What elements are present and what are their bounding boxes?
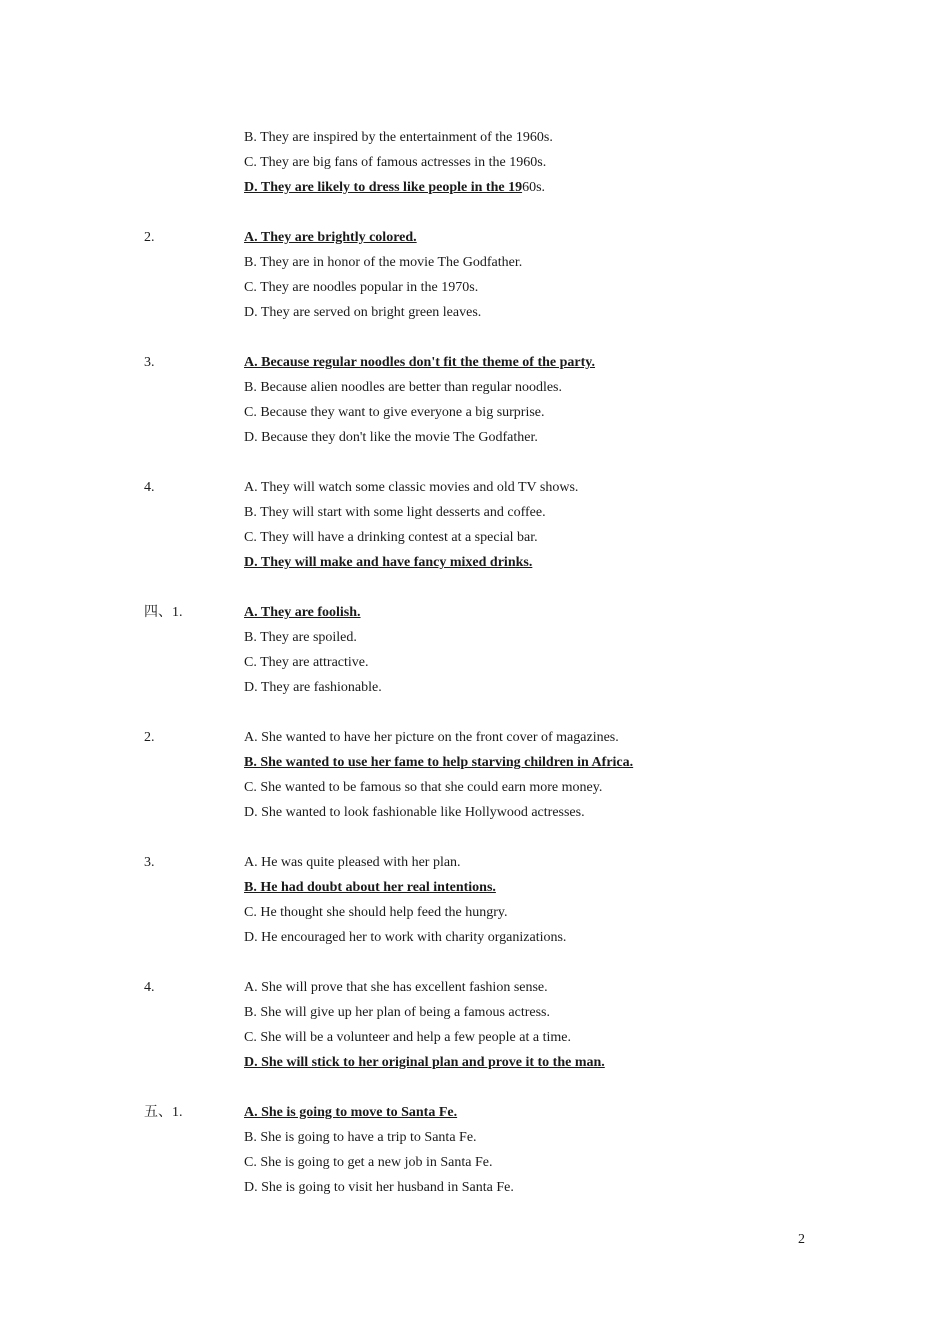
answer-option: C. They are big fans of famous actresses in the 1960s. <box>244 155 547 170</box>
answer-option: D. They are fashionable. <box>244 680 382 695</box>
question-number: 3. <box>144 855 155 870</box>
question-group <box>0 850 950 950</box>
answer-option: B. They will start with some light desserts and coffee. <box>244 505 546 520</box>
question-group <box>0 1100 950 1200</box>
answer-option: A. She will prove that she has excellent fashion sense. <box>244 980 548 995</box>
question-number: 2. <box>144 230 155 245</box>
correct-answer-option: D. They will make and have fancy mixed drinks. <box>244 555 533 570</box>
question-group <box>0 475 950 575</box>
answer-option: C. She is going to get a new job in Santa Fe. <box>244 1155 493 1170</box>
question-number: 四、1. <box>144 605 183 620</box>
answer-option: C. She will be a volunteer and help a few people at a time. <box>244 1030 571 1045</box>
question-group <box>0 975 950 1075</box>
correct-answer-option: D. They are likely to dress like people in the 1960s. <box>244 180 546 195</box>
correct-answer-option: A. Because regular noodles don't fit the theme of the party. <box>244 355 596 370</box>
correct-answer-option: B. He had doubt about her real intentions. <box>244 880 496 895</box>
answer-option: B. She will give up her plan of being a famous actress. <box>244 1005 550 1020</box>
question-group <box>0 350 950 450</box>
question-group <box>0 225 950 325</box>
answer-option: B. Because alien noodles are better than regular noodles. <box>244 380 562 395</box>
correct-answer-option: D. She will stick to her original plan and prove it to the man. <box>244 1055 605 1070</box>
question-number: 4. <box>144 980 155 995</box>
answer-option: C. They are noodles popular in the 1970s. <box>244 280 479 295</box>
answer-option: C. They are attractive. <box>244 655 369 670</box>
correct-answer-option: A. They are foolish. <box>244 605 361 620</box>
page-number: 2 <box>798 1232 805 1247</box>
question-group <box>0 125 950 200</box>
question-number: 3. <box>144 355 155 370</box>
answer-option: C. She wanted to be famous so that she could earn more money. <box>244 780 603 795</box>
question-number: 五、1. <box>144 1105 183 1120</box>
answer-option: B. They are inspired by the entertainment of the 1960s. <box>244 130 553 145</box>
question-group <box>0 600 950 700</box>
correct-answer-option: A. They are brightly colored. <box>244 230 417 245</box>
answer-option: A. She wanted to have her picture on the front cover of magazines. <box>244 730 619 745</box>
answer-option: D. He encouraged her to work with charity organizations. <box>244 930 567 945</box>
correct-answer-option: A. She is going to move to Santa Fe. <box>244 1105 458 1120</box>
question-number: 4. <box>144 480 155 495</box>
answer-option: C. He thought she should help feed the hungry. <box>244 905 508 920</box>
question-number: 2. <box>144 730 155 745</box>
answer-option: D. She is going to visit her husband in Santa Fe. <box>244 1180 514 1195</box>
answer-option: A. They will watch some classic movies and old TV shows. <box>244 480 579 495</box>
answer-option: A. He was quite pleased with her plan. <box>244 855 461 870</box>
correct-answer-option: B. She wanted to use her fame to help starving children in Africa. <box>244 755 634 770</box>
answer-option: B. They are spoiled. <box>244 630 357 645</box>
answer-option: D. They are served on bright green leaves. <box>244 305 482 320</box>
answer-option: D. Because they don't like the movie The Godfather. <box>244 430 538 445</box>
answer-option: C. They will have a drinking contest at a special bar. <box>244 530 538 545</box>
answer-list <box>0 125 950 1225</box>
answer-option: B. They are in honor of the movie The Godfather. <box>244 255 523 270</box>
answer-option: C. Because they want to give everyone a big surprise. <box>244 405 545 420</box>
question-group <box>0 725 950 825</box>
answer-option: B. She is going to have a trip to Santa Fe. <box>244 1130 477 1145</box>
answer-option: D. She wanted to look fashionable like Hollywood actresses. <box>244 805 585 820</box>
